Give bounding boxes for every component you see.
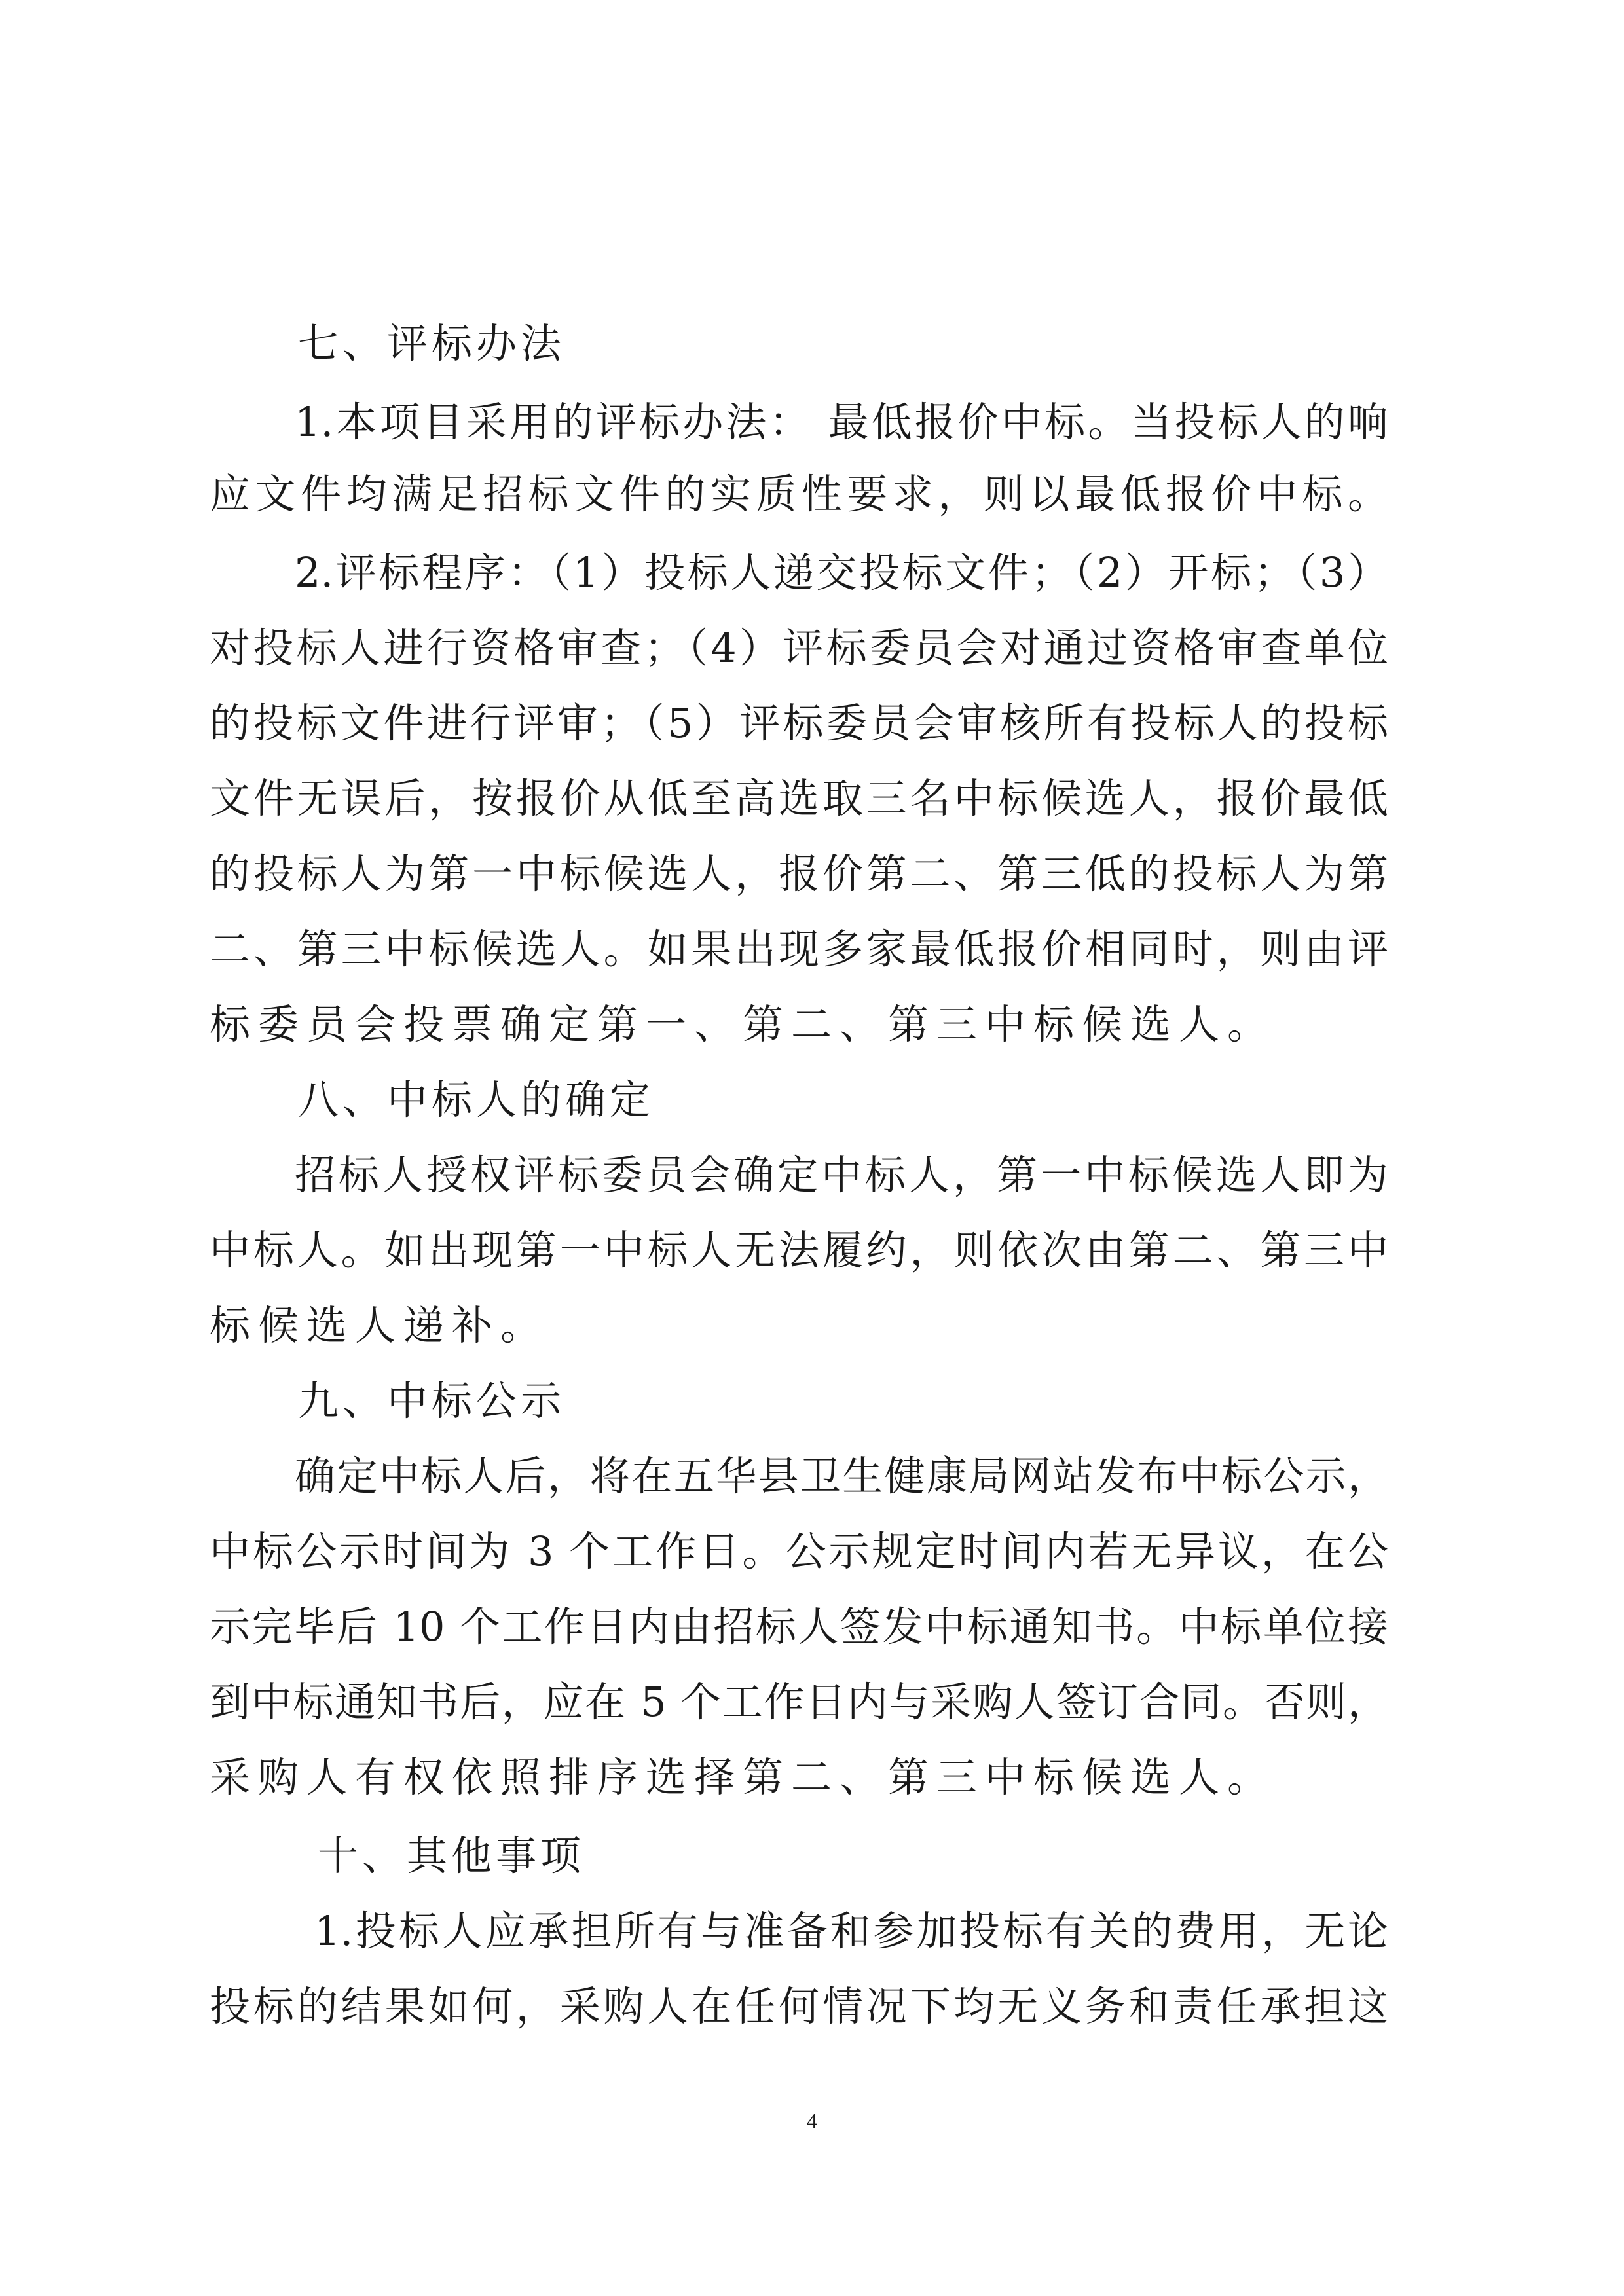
paragraph-line: 示完毕后 10 个工作日内由招标人签发中标通知书。中标单位接	[210, 1603, 1388, 1650]
paragraph-line: 的投标人为第一中标候选人，报价第二、第三低的投标人为第	[210, 850, 1388, 898]
paragraph-line: 对投标人进行资格审查；（4）评标委员会对通过资格审查单位	[210, 624, 1388, 672]
paragraph-line: 2.评标程序：（1）投标人递交投标文件；（2）开标；（3）	[295, 549, 1388, 596]
paragraph-line: 1.投标人应承担所有与准备和参加投标有关的费用，无论	[314, 1907, 1388, 1955]
paragraph-line: 标委员会投票确定第一、第二、第三中标候选人。	[210, 1000, 1276, 1048]
paragraph-line: 确定中标人后，将在五华县卫生健康局网站发布中标公示，	[295, 1452, 1388, 1500]
paragraph-line: 到中标通知书后，应在 5 个工作日内与采购人签订合同。否则，	[210, 1678, 1388, 1726]
page-number: 4	[806, 2109, 818, 2134]
paragraph-line: 1.本项目采用的评标办法： 最低报价中标。当投标人的响	[295, 398, 1388, 446]
paragraph-line: 二、第三中标候选人。如果出现多家最低报价相同时，则由评	[210, 925, 1388, 973]
paragraph-line: 采购人有权依照排序选择第二、第三中标候选人。	[210, 1753, 1276, 1801]
section-heading-8: 八、中标人的确定	[298, 1076, 655, 1123]
paragraph-line: 投标的结果如何，采购人在任何情况下均无义务和责任承担这	[210, 1982, 1388, 2030]
section-heading-10: 十、其他事项	[318, 1832, 585, 1880]
paragraph-line: 招标人授权评标委员会确定中标人，第一中标候选人即为	[295, 1151, 1388, 1199]
paragraph-line: 中标公示时间为 3 个工作日。公示规定时间内若无异议，在公	[210, 1527, 1388, 1575]
paragraph-line: 标候选人递补。	[210, 1302, 549, 1349]
paragraph-line: 中标人。如出现第一中标人无法履约，则依次由第二、第三中	[210, 1226, 1388, 1274]
section-heading-9: 九、中标公示	[298, 1377, 566, 1425]
paragraph-line: 的投标文件进行评审；（5）评标委员会审核所有投标人的投标	[210, 699, 1388, 747]
paragraph-line: 应文件均满足招标文件的实质性要求，则以最低报价中标。	[210, 470, 1388, 518]
paragraph-line: 文件无误后，按报价从低至高选取三名中标候选人，报价最低	[210, 774, 1388, 822]
section-heading-7: 七、评标办法	[298, 319, 566, 367]
